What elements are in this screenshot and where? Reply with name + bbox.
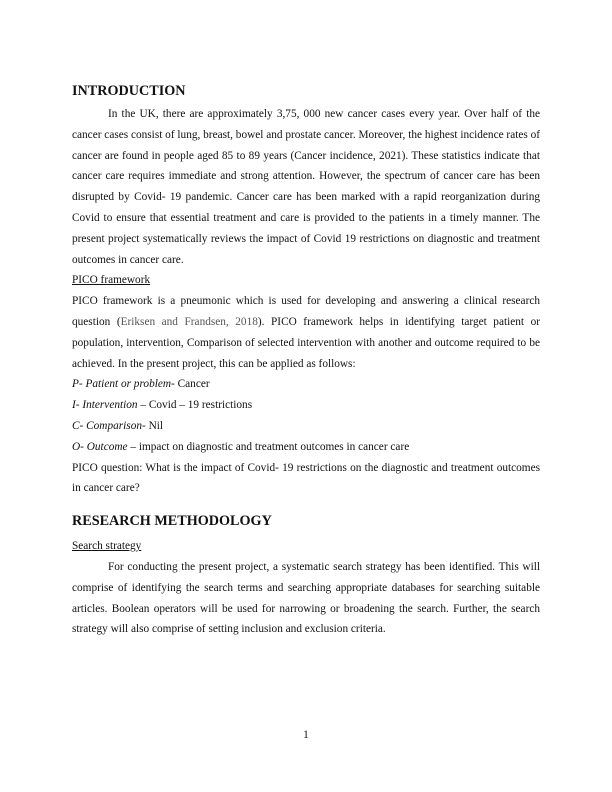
pico-item-value: – impact on diagnostic and treatment outcomes in cancer care (127, 440, 410, 453)
pico-item-outcome (72, 437, 540, 458)
pico-subheading-text: PICO framework (72, 274, 151, 287)
introduction-paragraph: In the UK, there are approximately 3,75, 000 new cancer cases every year. Over half of the cancer cases consist of lung, breast, bowel and prostate cancer. Moreover, the highest incidence rates of cancer are found in people aged 85 to 89 years (Cancer incidence, 2021). These statistics indicate that cancer care requires immediate and strong attention. However, the spectrum of cancer care has been disrupted by Covid- 19 pandemic. Cancer care has been marked with a rapid reorganization during Covid to ensure that essential treatment and care is provided to the patients in a timely manner. The present project systematically reviews the impact of Covid 19 restrictions on diagnostic and treatment outcomes in cancer care. (72, 108, 540, 266)
pico-item-value: - Cancer (171, 378, 210, 391)
pico-question: PICO question: What is the impact of Covid- 19 restrictions on the diagnostic and treatment outcomes in cancer care? (72, 461, 540, 495)
pico-paragraph (72, 291, 540, 374)
search-strategy-subheading (72, 536, 540, 557)
pico-paragraph-text-1: PICO framework is a pneumonic which is used for developing and answering a clinical research question ( (72, 295, 540, 328)
pico-item-patient (72, 374, 540, 395)
pico-citation: Eriksen and Frandsen, 2018 (120, 315, 258, 328)
pico-item-label: I- Intervention (72, 399, 138, 412)
pico-item-label: O- Outcome (72, 440, 128, 453)
methodology-heading: RESEARCH METHODOLOGY (72, 513, 272, 530)
search-strategy-paragraph: For conducting the present project, a systematic search strategy has been identified. This will comprise of identifying the search terms and searching appropriate databases for searching suitable articles. Boolean operators will be used for narrowing or broadening the search. Further, the search strategy will also comprise of setting inclusion and exclusion criteria. (72, 560, 540, 636)
pico-item-label: C- Comparison (72, 419, 142, 432)
search-strategy-subheading-text: Search strategy (72, 540, 142, 553)
document-page (72, 82, 540, 640)
pico-item-value: - Nil (142, 419, 164, 432)
pico-item-intervention (72, 395, 540, 416)
pico-paragraph-text-2: ). PICO framework helps in identifying target patient or population, intervention, Comparison of selected intervention with another and outcome required to be achieved. In the present project, this can be applied as follows: (72, 315, 541, 370)
introduction-heading: INTRODUCTION (72, 83, 186, 99)
pico-item-label: P- Patient or problem (72, 378, 172, 391)
pico-item-comparison (72, 416, 540, 437)
page-number: 1 (303, 729, 309, 741)
pico-subheading (72, 270, 540, 291)
pico-item-value: – Covid – 19 restrictions (137, 399, 253, 412)
